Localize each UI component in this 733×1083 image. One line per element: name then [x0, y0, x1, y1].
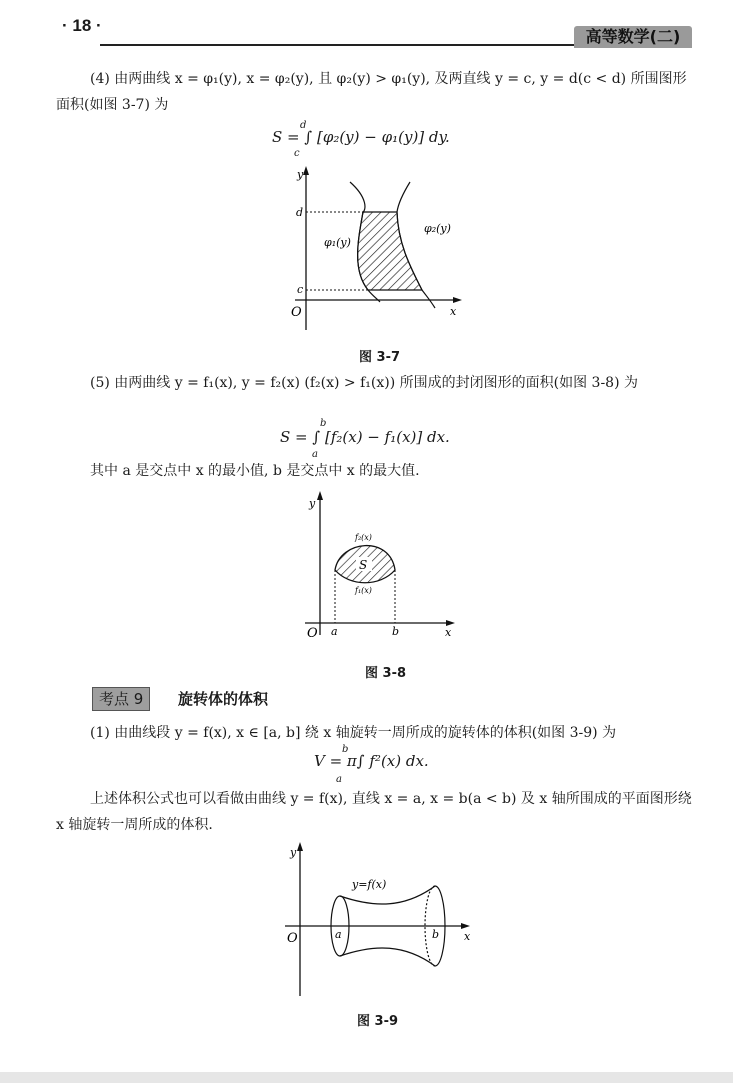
- y-arrow-icon: [317, 491, 323, 500]
- figure-3-9: [280, 838, 480, 1003]
- y-arrow-icon: [303, 166, 309, 175]
- x-arrow-icon: [461, 923, 470, 929]
- lower-profile-curve: [340, 948, 435, 966]
- shaded-region: [358, 212, 422, 290]
- phi1-label: φ₁(y): [324, 236, 351, 249]
- x-label: x: [445, 626, 452, 639]
- section-5-upper-limit: b: [320, 418, 327, 429]
- rotation-formula: V = π∫ f²(x) dx.: [314, 752, 429, 770]
- b-label: b: [392, 625, 400, 638]
- page-bottom-edge: [0, 1072, 733, 1083]
- figure-3-8: [295, 485, 465, 640]
- x-label: x: [450, 305, 457, 318]
- figure-3-7: [280, 160, 470, 335]
- section-4-formula: S = ∫ [φ₂(y) − φ₁(y)] dy.: [272, 128, 450, 146]
- section-5-lower-limit: a: [312, 449, 318, 460]
- origin-label: O: [287, 931, 298, 946]
- section-4-upper-limit: d: [300, 120, 307, 131]
- c-label: c: [297, 283, 304, 296]
- section-5-note: 其中 a 是交点中 x 的最小值, b 是交点中 x 的最大值.: [90, 463, 420, 479]
- section-4-lower-limit: c: [294, 148, 300, 159]
- book-title-tab: 高等数学(二): [574, 26, 692, 48]
- curve-label: y=f(x): [352, 878, 387, 891]
- origin-label: O: [307, 626, 318, 640]
- rotation-upper-limit: b: [342, 744, 349, 755]
- section-5-formula: S = ∫ [f₂(x) − f₁(x)] dx.: [280, 428, 450, 446]
- section-4-text: (4) 由两曲线 x = φ₁(y), x = φ₂(y), 且 φ₂(y) > φ₁(y), 及两直线 y = c, y = d(c < d) 所围图形面积(如图 3-7) 为: [56, 71, 687, 113]
- s-label: S: [359, 558, 368, 572]
- origin-label: O: [291, 305, 302, 320]
- y-label: y: [309, 497, 316, 510]
- rotation-lower-limit: a: [336, 774, 342, 785]
- rotation-text: (1) 由曲线段 y = f(x), x ∈ [a, b] 绕 x 轴旋转一周所成的旋转体的体积(如图 3-9) 为: [90, 725, 617, 741]
- figure-3-9-caption: 图 3-9: [357, 1014, 399, 1029]
- f1-label: f₁(x): [355, 586, 372, 595]
- page-number: · 18 ·: [62, 16, 102, 35]
- figure-3-7-caption: 图 3-7: [359, 350, 401, 365]
- figure-3-8-caption: 图 3-8: [365, 666, 407, 681]
- topic-9-title: 旋转体的体积: [178, 690, 269, 708]
- y-arrow-icon: [297, 842, 303, 851]
- y-label: y: [297, 168, 304, 181]
- x-label: x: [464, 930, 471, 943]
- x-arrow-icon: [453, 297, 462, 303]
- section-5-text: (5) 由两曲线 y = f₁(x), y = f₂(x) (f₂(x) > f₁(x)) 所围成的封闭图形的面积(如图 3-8) 为: [90, 375, 638, 391]
- b-label: b: [432, 928, 440, 941]
- y-label: y: [290, 846, 297, 859]
- d-label: d: [296, 206, 304, 219]
- f2-label: f₂(x): [355, 533, 372, 542]
- rotation-note: 上述体积公式也可以看做由曲线 y = f(x), 直线 x = a, x = b(a < b) 及 x 轴所围成的平面图形绕 x 轴旋转一周所成的体积.: [56, 791, 692, 833]
- phi2-label: φ₂(y): [424, 222, 451, 235]
- a-label: a: [335, 928, 342, 941]
- a-label: a: [331, 625, 338, 638]
- topic-9-badge: 考点 9: [92, 687, 150, 711]
